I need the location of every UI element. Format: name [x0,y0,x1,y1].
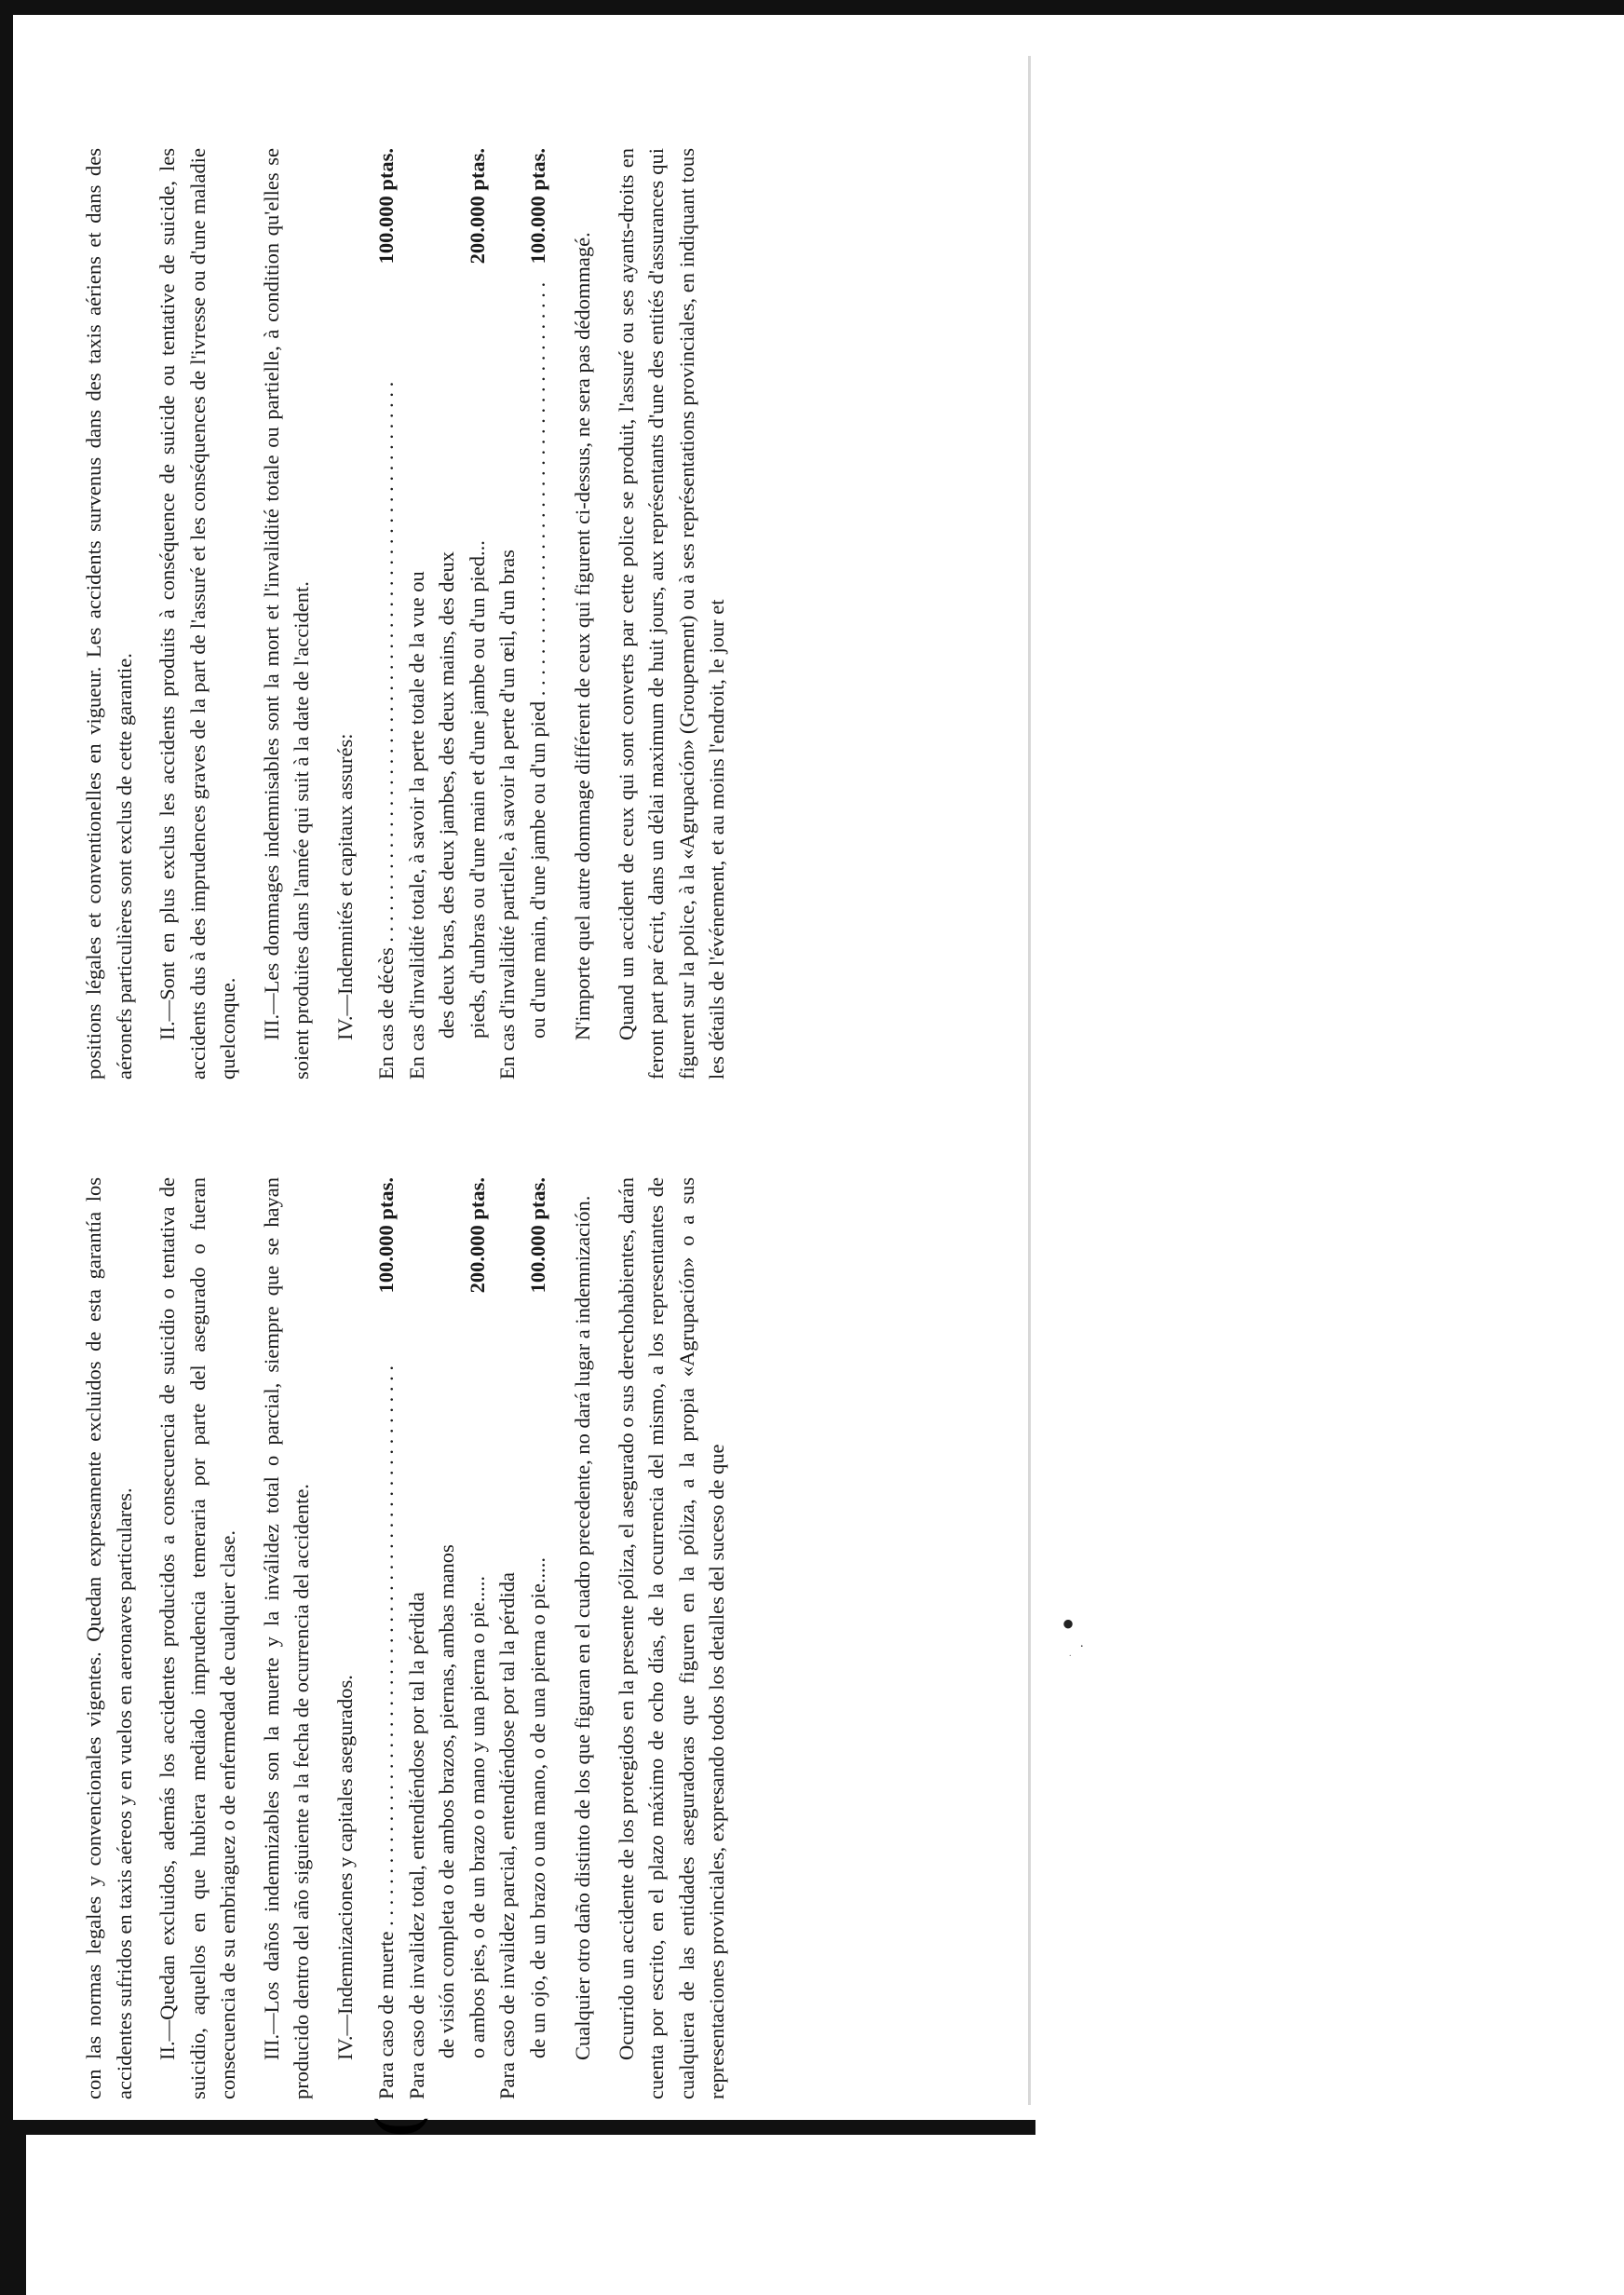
ink-dot: . [1080,1636,1084,1650]
es-paragraph-1: con las normas legales y convencionales vigentes. Quedan expresamente excluidos de esta garantía los accidentes sufridos en taxis aéreos y en vuelos en aeronaves particulares. [82,1177,136,2099]
french-column [79,148,746,1080]
fr-entry-total-line-1 [402,148,433,1080]
es-entry-total-amount: 200.000 ptas. [465,1177,489,1294]
fr-entry-total-amount: 200.000 ptas. [465,148,489,265]
fr-entry-partial-line-1 [493,148,523,1080]
fr-paragraph-1: positions légales et conventionelles en vigueur. Les accidents survenus dans des taxis aériens et dans des aéronefs particulières sont exclus de cette garantie. [82,148,136,1080]
fr-entry-total-line-3 [463,148,494,1080]
fr-paragraph-5: Quand un accident de ceux qui sont converts par cette police se produit, l'assuré ou ses ayants-droits en feront part par écrit, dans un délai maximum de huit jours, aux représentants d'une des entités d'assurances qui figurent sur la police, à la «Agrupación» (Groupement) ou à ses représentations provinciales, en indiquant tous les détails de l'événement, et au moins l'endroit, le jour et [614,148,728,1080]
fr-paragraph-4: N'importe quel autre dommage différent de ceux qui figurent ci-dessus, ne sera pas dédommagé. [571,232,594,1040]
es-entry-death-label: Para caso de muerte [374,1931,398,2099]
bracket-mark: ( [362,2116,428,2137]
es-section-heading: IV.—Indemnizaciones y capitales asegurados. [332,1675,357,2060]
es-entry-total-line-2 [432,1177,463,2099]
rotated-page [79,143,1080,2137]
es-entry-total-text-c: o ambos pies, o de un brazo o mano y una pierna o pie..... [465,1576,489,2058]
fr-entry-total-line-2 [432,148,463,1080]
scan-border-corner [0,2120,26,2295]
es-entry-partial-amount: 100.000 ptas. [525,1177,549,1294]
fr-entry-death [372,148,402,1080]
es-entry-death [372,1177,402,2099]
es-paragraph-2: II.—Quedan excluidos, además los accidentes producidos a consecuencia de suicidio o tentativa de suicidio, aquellos en que hubiera mediado imprudencia temeraria por parte del asegurado o fueran consecuencia de su embriaguez o de enfermedad de cualquier clase. [156,1177,239,2099]
es-entry-partial-text-b: de un ojo, de un brazo o una mano, o de una pierna o pie..... [525,1557,549,2058]
fr-entry-partial-text-b: ou d'une main, d'une jambe ou d'un pied [525,700,549,1039]
fr-entry-total-text-b: des deux bras, des deux jambes, des deux mains, des deux [435,550,458,1039]
fr-entry-total-text-c: pieds, d'unbras ou d'une main et d'une jambe ou d'un pied... [465,540,489,1039]
ink-speck: ● [1056,1609,1079,1636]
scan-border-top [0,0,1624,15]
fr-entry-death-label: En cas de décès [374,947,398,1080]
ink-dot-small: . [1069,1649,1072,1659]
scan-border-left [0,0,13,2295]
fr-indemnity-table [372,148,553,1080]
es-entry-partial-text-a: Para caso de invalidez parcial, entendiéndose por tal la pérdida [495,1571,519,2099]
fr-entry-partial-amount: 100.000 ptas. [525,148,549,265]
es-entry-death-amount: 100.000 ptas. [374,1177,398,1294]
scan-border-bottom [0,2120,1035,2135]
fr-section-heading: IV.—Indemnités et capitaux assurés: [332,733,357,1040]
spanish-column [79,1177,746,2137]
es-entry-total-text-b: de visión completa o de ambos brazos, piernas, ambas manos [435,1544,458,2058]
fr-paragraph-2: II.—Sont en plus exclus les accidents produits à conséquence de suicide ou tentative de suicide, les accidents dus à des imprudences graves de la part de l'assuré et les conséquences de l'ivresse ou d'une maladie quelconque. [156,148,239,1080]
fr-entry-partial-line-2 [523,148,554,1080]
es-entry-total-text-a: Para caso de invalidez total, entendiéndose por tal la pérdida [404,1592,428,2099]
es-entry-partial-line-1 [493,1177,523,2099]
es-entry-total-line-3 [463,1177,494,2099]
es-entry-partial-line-2 [523,1177,554,2099]
scan-margin-bottom [13,2120,1624,2295]
es-paragraph-5: Ocurrido un accidente de los protegidos en la presente póliza, el asegurado o sus derechohabientes, darán cuenta por escrito, en el plazo máximo de ocho días, de la ocurrencia del mismo, a los representantes de cualquiera de las entidades aseguradoras que figuren en la póliza, a la propia «Agrupación» o a sus representaciones provinciales, expresando todos los detalles del suceso de que [614,1177,728,2099]
fr-paragraph-3: III.—Les dommages indemnisables sont la mort et l'invalidité totale ou partielle, à condition qu'elles se soient produites dans l'année qui suit à la date de l'accident. [259,148,313,1080]
es-indemnity-table [362,1177,553,2137]
fr-entry-death-amount: 100.000 ptas. [374,148,398,265]
fr-entry-total-text-a: En cas d'invalidité totale, à savoir la perte totale de la vue ou [404,571,428,1080]
es-paragraph-3: III.—Los daños indemnizables son la muerte y la inválidez total o parcial, siempre que se hayan producido dentro del año siguiente a la fecha de ocurrencia del accidente. [259,1177,313,2099]
fr-entry-partial-text-a: En cas d'invalidité partielle, à savoir la perte d'un œil, d'un bras [495,550,519,1080]
es-entry-total-line-1 [402,1177,433,2099]
es-paragraph-4: Cualquier otro daño distinto de los que figuran en el cuadro precedente, no dará lugar a indemnización. [571,1195,594,2060]
